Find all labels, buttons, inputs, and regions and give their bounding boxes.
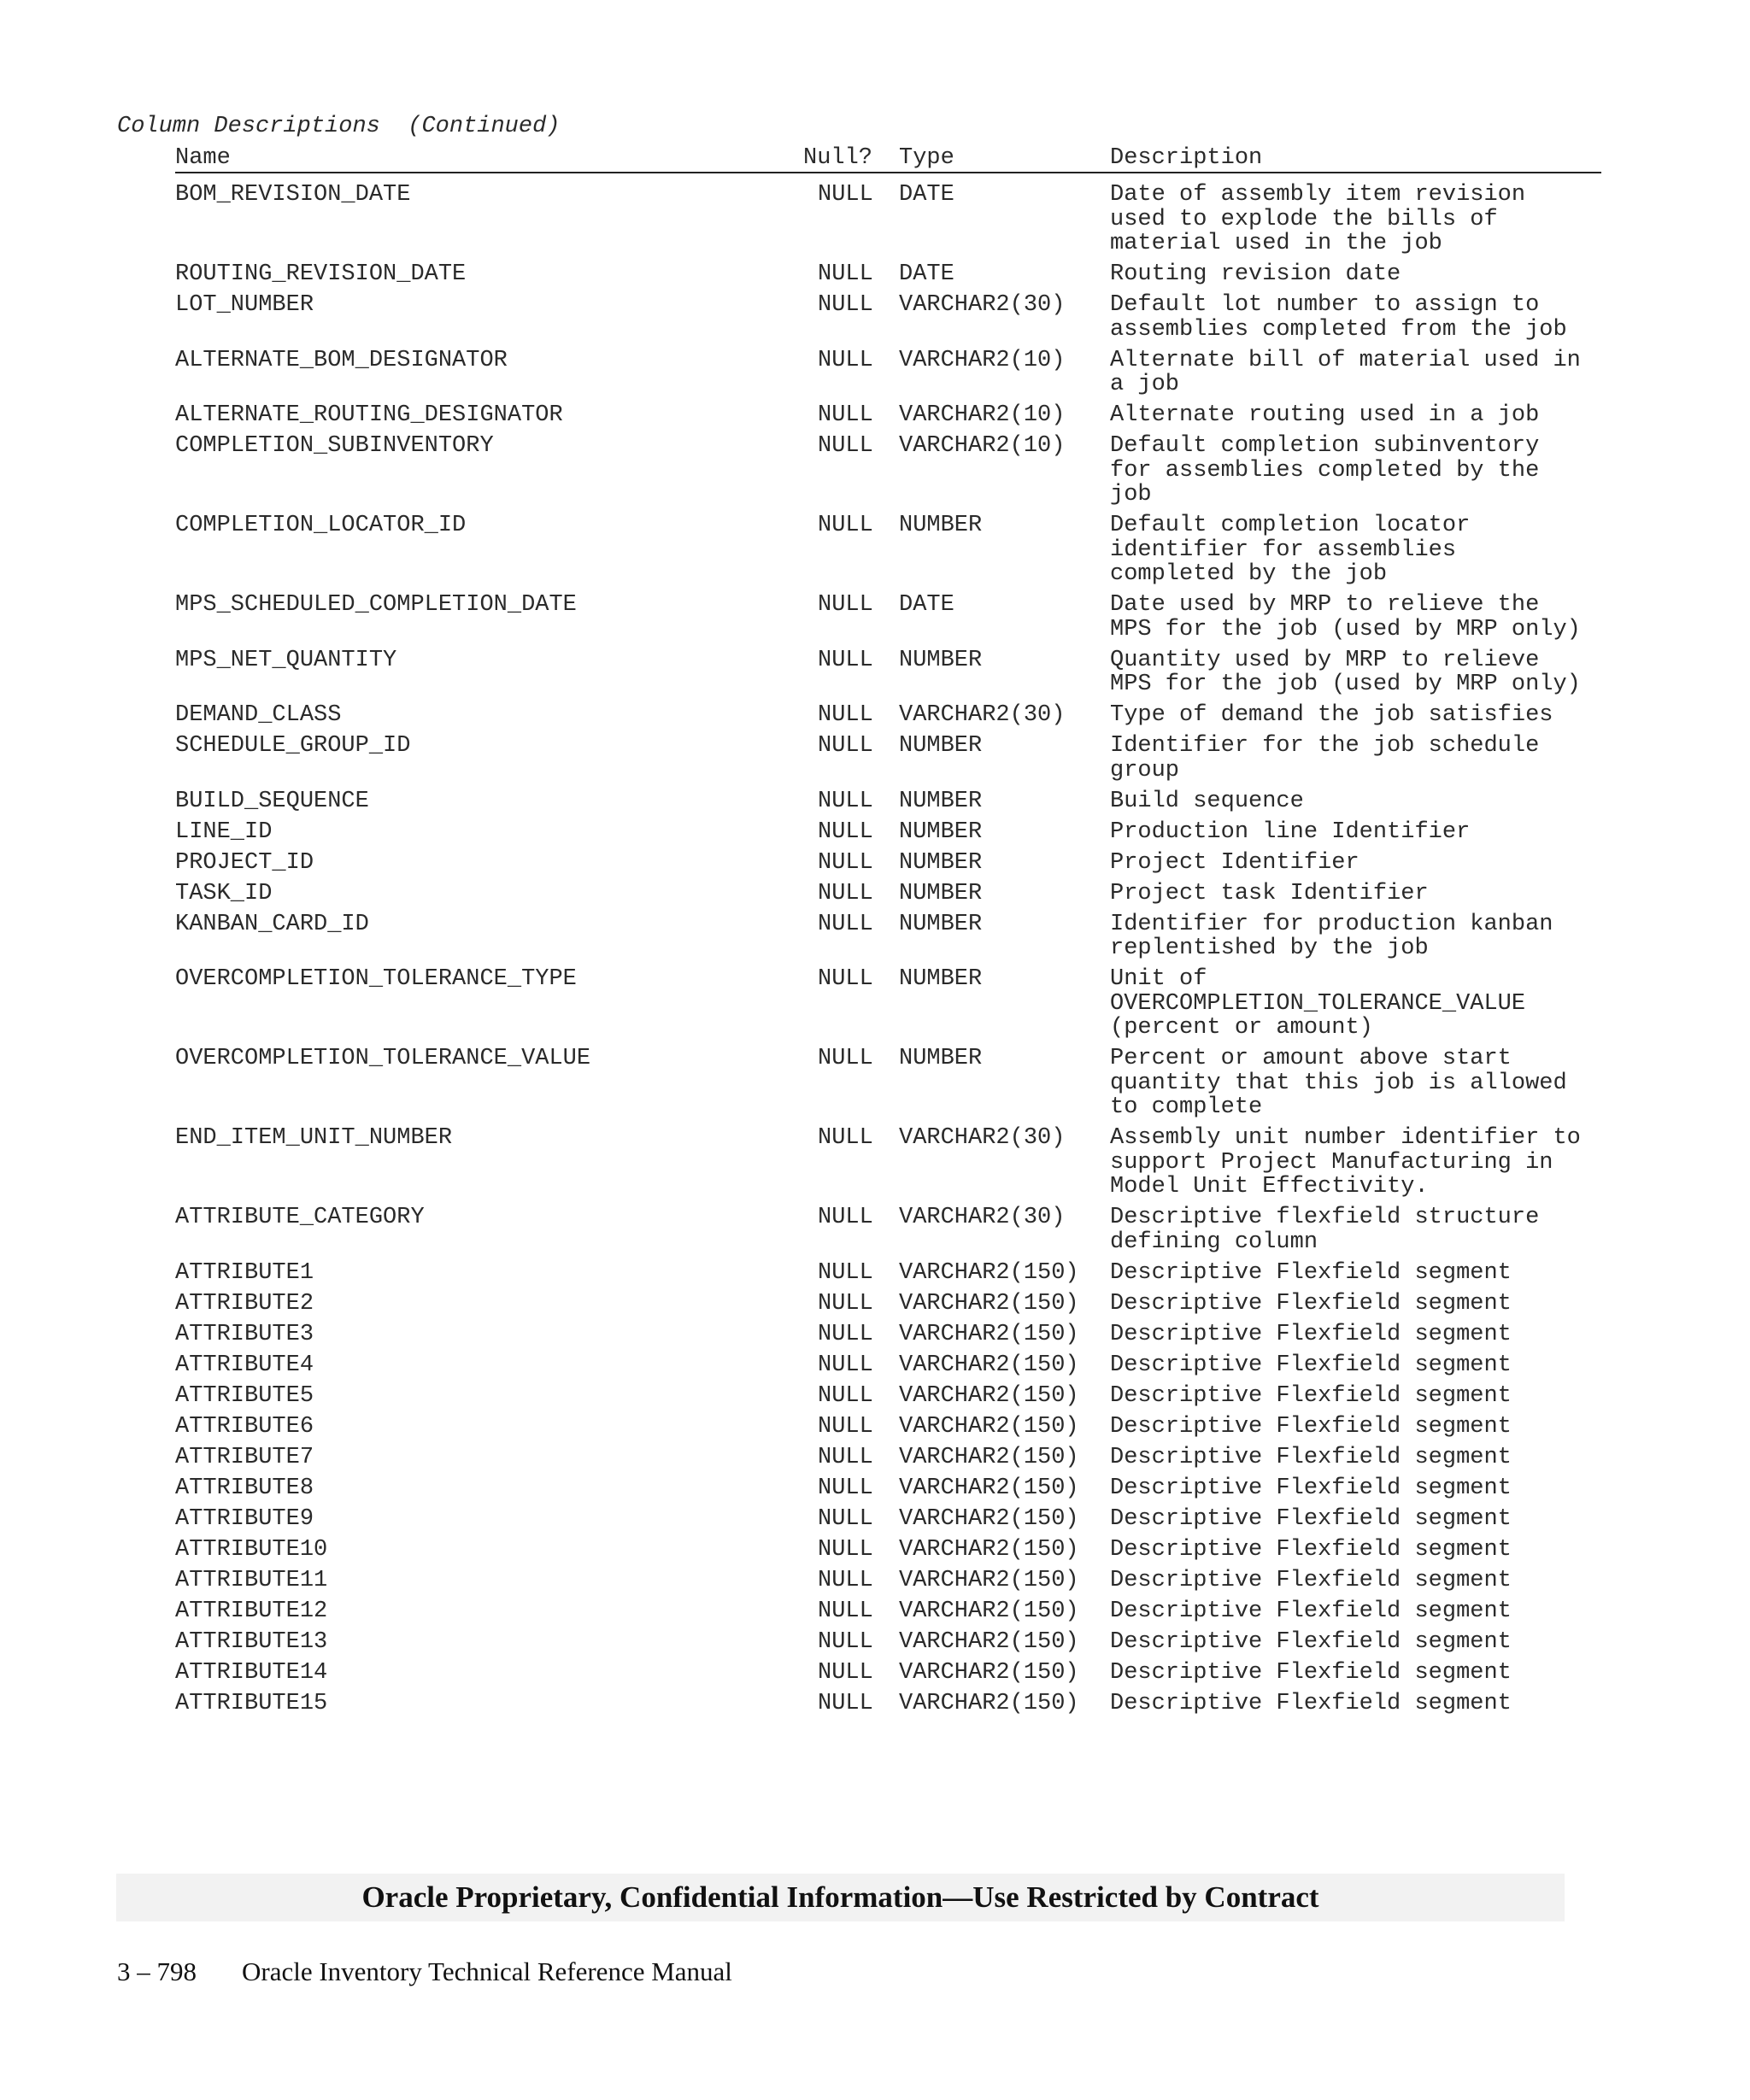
cell-column-name: LINE_ID xyxy=(175,818,273,845)
cell-type: VARCHAR2(150) xyxy=(899,1290,1079,1317)
table-row xyxy=(175,1476,1601,1501)
cell-null: NULL xyxy=(818,880,873,906)
table-row xyxy=(175,1692,1601,1716)
cell-type: VARCHAR2(150) xyxy=(899,1505,1079,1532)
cell-description: Descriptive Flexfield segment xyxy=(1110,1352,1512,1378)
table-row xyxy=(175,1630,1601,1655)
cell-null: NULL xyxy=(818,433,873,459)
cell-null: NULL xyxy=(818,1321,873,1347)
cell-null: NULL xyxy=(818,1205,873,1230)
table-row xyxy=(175,349,1601,397)
cell-null: NULL xyxy=(818,911,873,937)
table-row xyxy=(175,967,1601,1041)
cell-type: DATE xyxy=(899,182,954,208)
table-header xyxy=(175,145,1601,173)
cell-column-name: TASK_ID xyxy=(175,880,273,906)
cell-description: Descriptive Flexfield segment xyxy=(1110,1382,1512,1409)
cell-null: NULL xyxy=(818,966,873,992)
cell-description: Production line Identifier xyxy=(1110,818,1471,845)
table-row xyxy=(175,1047,1601,1120)
cell-column-name: ATTRIBUTE9 xyxy=(175,1505,314,1532)
cell-description: Default lot number to assign to assemblies completed from the job xyxy=(1110,292,1567,343)
table-row xyxy=(175,1569,1601,1593)
cell-null: NULL xyxy=(818,818,873,845)
cell-column-name: BOM_REVISION_DATE xyxy=(175,182,411,208)
cell-description: Type of demand the job satisfies xyxy=(1110,702,1553,728)
table-row xyxy=(175,1446,1601,1470)
cell-null: NULL xyxy=(818,788,873,814)
cell-null: NULL xyxy=(818,1567,873,1593)
cell-column-name: ATTRIBUTE11 xyxy=(175,1567,328,1593)
table-row xyxy=(175,1292,1601,1317)
cell-null: NULL xyxy=(818,592,873,618)
cell-type: DATE xyxy=(899,261,954,287)
cell-column-name: KANBAN_CARD_ID xyxy=(175,911,369,937)
cell-column-name: ATTRIBUTE8 xyxy=(175,1475,314,1501)
cell-description: Descriptive Flexfield segment xyxy=(1110,1321,1512,1347)
cell-null: NULL xyxy=(818,1475,873,1501)
cell-type: DATE xyxy=(899,592,954,618)
cell-description: Alternate routing used in a job xyxy=(1110,402,1540,428)
cell-type: NUMBER xyxy=(899,849,983,876)
cell-type: VARCHAR2(10) xyxy=(899,433,1066,459)
cell-type: VARCHAR2(150) xyxy=(899,1567,1079,1593)
cell-type: NUMBER xyxy=(899,733,983,759)
cell-type: NUMBER xyxy=(899,513,983,538)
cell-column-name: COMPLETION_SUBINVENTORY xyxy=(175,433,494,459)
cell-column-name: ATTRIBUTE15 xyxy=(175,1690,328,1716)
cell-null: NULL xyxy=(818,1259,873,1286)
cell-null: NULL xyxy=(818,1690,873,1716)
cell-type: VARCHAR2(150) xyxy=(899,1413,1079,1440)
cell-description: Descriptive Flexfield segment xyxy=(1110,1690,1512,1716)
table-row xyxy=(175,434,1601,507)
table-row xyxy=(175,1538,1601,1563)
cell-type: NUMBER xyxy=(899,818,983,845)
table-row xyxy=(175,1323,1601,1347)
cell-type: VARCHAR2(30) xyxy=(899,1125,1066,1151)
cell-column-name: OVERCOMPLETION_TOLERANCE_TYPE xyxy=(175,966,577,992)
cell-description: Descriptive flexfield structure defining column xyxy=(1110,1205,1540,1255)
cell-column-name: ATTRIBUTE1 xyxy=(175,1259,314,1286)
cell-description: Descriptive Flexfield segment xyxy=(1110,1567,1512,1593)
table-row xyxy=(175,293,1601,342)
cell-type: VARCHAR2(150) xyxy=(899,1536,1079,1563)
table-row xyxy=(175,703,1601,728)
cell-null: NULL xyxy=(818,182,873,208)
cell-type: VARCHAR2(150) xyxy=(899,1690,1079,1716)
cell-description: Build sequence xyxy=(1110,788,1304,814)
cell-column-name: ATTRIBUTE4 xyxy=(175,1352,314,1378)
cell-type: VARCHAR2(10) xyxy=(899,347,1066,373)
cell-description: Quantity used by MRP to relieve MPS for the job (used by MRP only) xyxy=(1110,647,1581,697)
cell-column-name: ROUTING_REVISION_DATE xyxy=(175,261,467,287)
cell-column-name: ATTRIBUTE3 xyxy=(175,1321,314,1347)
cell-column-name: COMPLETION_LOCATOR_ID xyxy=(175,513,467,538)
cell-description: Descriptive Flexfield segment xyxy=(1110,1290,1512,1317)
cell-type: NUMBER xyxy=(899,880,983,906)
cell-column-name: ATTRIBUTE5 xyxy=(175,1382,314,1409)
cell-description: Descriptive Flexfield segment xyxy=(1110,1475,1512,1501)
cell-type: VARCHAR2(30) xyxy=(899,1205,1066,1230)
cell-null: NULL xyxy=(818,1382,873,1409)
cell-description: Assembly unit number identifier to support Project Manufacturing in Model Unit Effectivity. xyxy=(1110,1125,1581,1200)
table-row xyxy=(175,648,1601,697)
page-footer xyxy=(117,1956,732,1991)
cell-column-name: MPS_NET_QUANTITY xyxy=(175,647,397,673)
cell-type: VARCHAR2(150) xyxy=(899,1321,1079,1347)
table-row xyxy=(175,1661,1601,1686)
cell-null: NULL xyxy=(818,849,873,876)
table-row xyxy=(175,1261,1601,1286)
column-header-null: Null? xyxy=(803,145,873,171)
cell-column-name: ATTRIBUTE12 xyxy=(175,1598,328,1624)
cell-type: VARCHAR2(150) xyxy=(899,1444,1079,1470)
cell-type: VARCHAR2(150) xyxy=(899,1259,1079,1286)
confidential-banner: Oracle Proprietary, Confidential Information––Use Restricted by Contract xyxy=(116,1874,1565,1921)
cell-null: NULL xyxy=(818,292,873,318)
cell-column-name: ALTERNATE_BOM_DESIGNATOR xyxy=(175,347,508,373)
column-header-type: Type xyxy=(899,145,954,171)
cell-description: Descriptive Flexfield segment xyxy=(1110,1413,1512,1440)
cell-null: NULL xyxy=(818,1659,873,1686)
cell-column-name: END_ITEM_UNIT_NUMBER xyxy=(175,1125,453,1151)
section-title: Column Descriptions (Continued) xyxy=(117,114,561,139)
table-row xyxy=(175,820,1601,845)
table-row xyxy=(175,262,1601,287)
table-row xyxy=(175,912,1601,961)
cell-null: NULL xyxy=(818,347,873,373)
cell-column-name: LOT_NUMBER xyxy=(175,292,314,318)
cell-description: Percent or amount above start quantity that this job is allowed to complete xyxy=(1110,1046,1567,1120)
cell-null: NULL xyxy=(818,402,873,428)
column-header-description: Description xyxy=(1110,145,1263,171)
cell-null: NULL xyxy=(818,1413,873,1440)
cell-description: Unit of OVERCOMPLETION_TOLERANCE_VALUE (percent or amount) xyxy=(1110,966,1526,1041)
table-row xyxy=(175,403,1601,428)
table-row xyxy=(175,1599,1601,1624)
cell-null: NULL xyxy=(818,702,873,728)
cell-type: VARCHAR2(150) xyxy=(899,1352,1079,1378)
table-row xyxy=(175,513,1601,587)
cell-column-name: ALTERNATE_ROUTING_DESIGNATOR xyxy=(175,402,563,428)
cell-null: NULL xyxy=(818,1046,873,1071)
cell-type: VARCHAR2(150) xyxy=(899,1598,1079,1624)
table-row xyxy=(175,1507,1601,1532)
cell-type: NUMBER xyxy=(899,647,983,673)
cell-type: VARCHAR2(150) xyxy=(899,1628,1079,1655)
cell-description: Default completion locator identifier for assemblies completed by the job xyxy=(1110,513,1471,587)
cell-description: Descriptive Flexfield segment xyxy=(1110,1505,1512,1532)
cell-null: NULL xyxy=(818,1628,873,1655)
cell-description: Descriptive Flexfield segment xyxy=(1110,1259,1512,1286)
table-row xyxy=(175,1384,1601,1409)
cell-type: NUMBER xyxy=(899,966,983,992)
cell-description: Date of assembly item revision used to explode the bills of material used in the job xyxy=(1110,182,1526,256)
cell-null: NULL xyxy=(818,1444,873,1470)
cell-column-name: ATTRIBUTE13 xyxy=(175,1628,328,1655)
cell-description: Project Identifier xyxy=(1110,849,1359,876)
table-row xyxy=(175,1415,1601,1440)
cell-null: NULL xyxy=(818,1598,873,1624)
cell-null: NULL xyxy=(818,647,873,673)
cell-type: VARCHAR2(150) xyxy=(899,1475,1079,1501)
cell-description: Project task Identifier xyxy=(1110,880,1429,906)
cell-description: Default completion subinventory for assemblies completed by the job xyxy=(1110,433,1540,507)
manual-title: Oracle Inventory Technical Reference Manual xyxy=(242,1956,732,1986)
cell-column-name: ATTRIBUTE7 xyxy=(175,1444,314,1470)
cell-type: NUMBER xyxy=(899,911,983,937)
cell-column-name: MPS_SCHEDULED_COMPLETION_DATE xyxy=(175,592,577,618)
cell-column-name: DEMAND_CLASS xyxy=(175,702,342,728)
page-number: 3 – 798 xyxy=(117,1956,197,1986)
cell-description: Descriptive Flexfield segment xyxy=(1110,1628,1512,1655)
cell-null: NULL xyxy=(818,1125,873,1151)
table-body xyxy=(175,183,1601,1722)
cell-description: Descriptive Flexfield segment xyxy=(1110,1598,1512,1624)
table-row xyxy=(175,183,1601,256)
cell-column-name: ATTRIBUTE2 xyxy=(175,1290,314,1317)
cell-type: NUMBER xyxy=(899,1046,983,1071)
table-row xyxy=(175,789,1601,814)
cell-type: VARCHAR2(150) xyxy=(899,1659,1079,1686)
cell-null: NULL xyxy=(818,1505,873,1532)
cell-null: NULL xyxy=(818,1290,873,1317)
cell-null: NULL xyxy=(818,261,873,287)
table-row xyxy=(175,593,1601,642)
cell-null: NULL xyxy=(818,733,873,759)
cell-type: VARCHAR2(150) xyxy=(899,1382,1079,1409)
table-row xyxy=(175,851,1601,876)
cell-description: Alternate bill of material used in a job xyxy=(1110,347,1581,397)
cell-null: NULL xyxy=(818,1536,873,1563)
cell-null: NULL xyxy=(818,1352,873,1378)
table-row xyxy=(175,1353,1601,1378)
cell-description: Routing revision date xyxy=(1110,261,1401,287)
table-row xyxy=(175,1205,1601,1254)
cell-column-name: BUILD_SEQUENCE xyxy=(175,788,369,814)
cell-column-name: SCHEDULE_GROUP_ID xyxy=(175,733,411,759)
cell-type: NUMBER xyxy=(899,788,983,814)
cell-column-name: OVERCOMPLETION_TOLERANCE_VALUE xyxy=(175,1046,591,1071)
cell-type: VARCHAR2(30) xyxy=(899,702,1066,728)
cell-column-name: PROJECT_ID xyxy=(175,849,314,876)
cell-column-name: ATTRIBUTE6 xyxy=(175,1413,314,1440)
cell-type: VARCHAR2(30) xyxy=(899,292,1066,318)
table-row xyxy=(175,734,1601,783)
cell-column-name: ATTRIBUTE10 xyxy=(175,1536,328,1563)
cell-type: VARCHAR2(10) xyxy=(899,402,1066,428)
cell-column-name: ATTRIBUTE14 xyxy=(175,1659,328,1686)
cell-column-name: ATTRIBUTE_CATEGORY xyxy=(175,1205,425,1230)
cell-null: NULL xyxy=(818,513,873,538)
cell-description: Identifier for the job schedule group xyxy=(1110,733,1540,783)
table-row xyxy=(175,882,1601,906)
cell-description: Descriptive Flexfield segment xyxy=(1110,1536,1512,1563)
cell-description: Identifier for production kanban replentished by the job xyxy=(1110,911,1553,961)
column-header-name: Name xyxy=(175,145,231,171)
cell-description: Date used by MRP to relieve the MPS for the job (used by MRP only) xyxy=(1110,592,1581,642)
cell-description: Descriptive Flexfield segment xyxy=(1110,1659,1512,1686)
table-row xyxy=(175,1126,1601,1200)
cell-description: Descriptive Flexfield segment xyxy=(1110,1444,1512,1470)
